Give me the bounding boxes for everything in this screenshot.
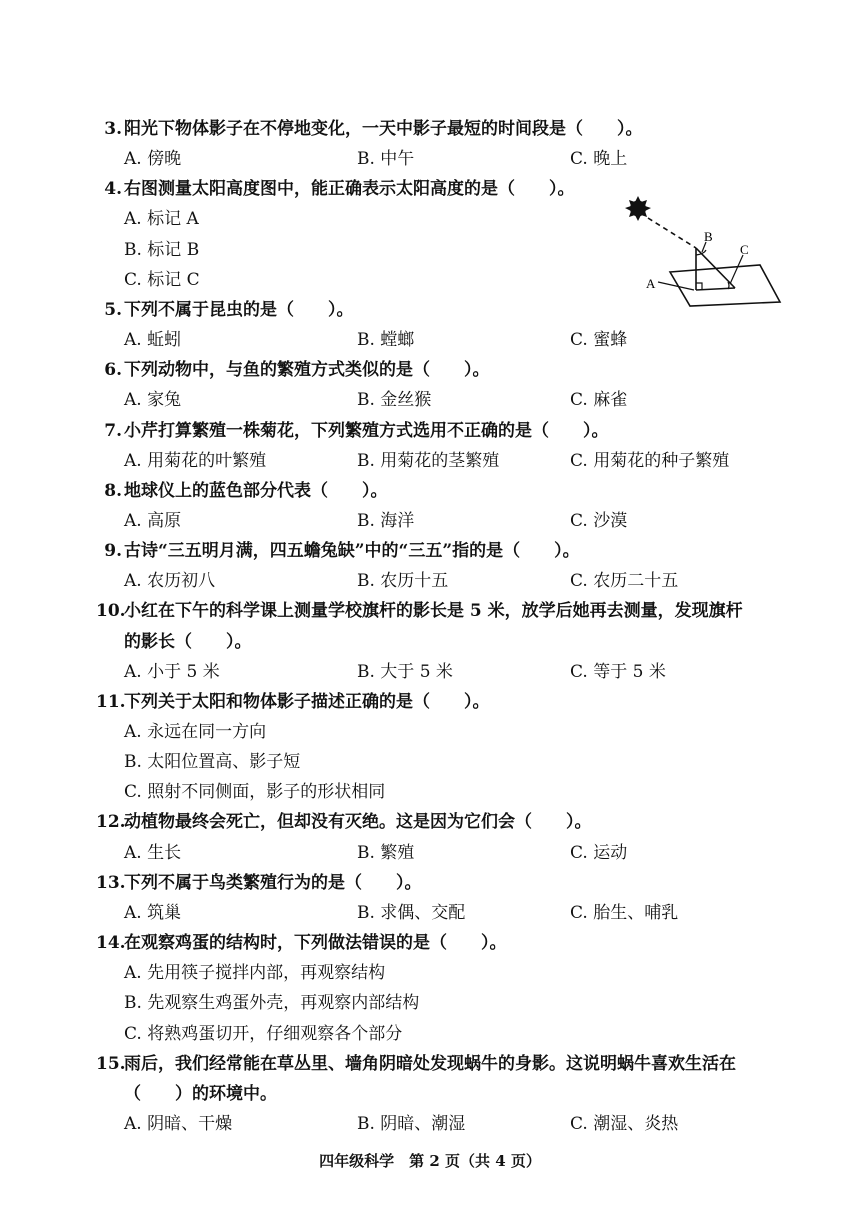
question-text: 小红在下午的科学课上测量学校旗杆的影长是 5 米，放学后她再去测量，发现旗杆 bbox=[124, 601, 743, 622]
question-text: （ ）的环境中。 bbox=[124, 1083, 277, 1104]
answer-option: A. 高原 bbox=[124, 510, 182, 531]
answer-option: A. 农历初八 bbox=[124, 571, 216, 592]
question-number: 4. bbox=[104, 179, 122, 200]
answer-option: B. 农历十五 bbox=[357, 571, 449, 592]
answer-option: A. 傍晚 bbox=[124, 149, 182, 170]
answer-option: C. 麻雀 bbox=[570, 390, 628, 411]
answer-option: C. 运动 bbox=[570, 842, 628, 863]
answer-option: B. 螳螂 bbox=[357, 330, 415, 351]
answer-option: A. 筑巢 bbox=[124, 902, 182, 923]
answer-option: A. 标记 A bbox=[124, 209, 199, 230]
answer-option: B. 求偶、交配 bbox=[357, 902, 466, 923]
answer-option: C. 农历二十五 bbox=[570, 571, 679, 592]
answer-option: B. 太阳位置高、影子短 bbox=[124, 752, 301, 773]
answer-option: C. 将熟鸡蛋切开，仔细观察各个部分 bbox=[124, 1023, 403, 1044]
sun-ray-line bbox=[648, 218, 696, 248]
page-footer: 四年级科学 第 2 页（共 4 页） bbox=[319, 1152, 541, 1170]
question-text: 古诗“三五明月满，四五蟾兔缺”中的“三五”指的是（ ）。 bbox=[124, 541, 580, 562]
ground-plane bbox=[670, 265, 780, 306]
question-text: 的影长（ ）。 bbox=[124, 631, 252, 652]
answer-option: A. 生长 bbox=[124, 842, 182, 863]
question-text: 阳光下物体影子在不停地变化，一天中影子最短的时间段是（ ）。 bbox=[124, 119, 643, 139]
answer-option: B. 用菊花的茎繁殖 bbox=[357, 450, 500, 471]
answer-option: C. 胎生、哺乳 bbox=[570, 902, 679, 923]
sun-icon bbox=[625, 196, 651, 221]
question-number: 5. bbox=[104, 299, 122, 320]
question-number: 13. bbox=[96, 872, 126, 893]
question-number: 15. bbox=[96, 1053, 126, 1074]
answer-option: B. 繁殖 bbox=[357, 842, 415, 863]
answer-option: A. 蚯蚓 bbox=[124, 330, 182, 351]
answer-option: B. 中午 bbox=[357, 149, 415, 170]
question-text: 下列不属于鸟类繁殖行为的是（ ）。 bbox=[124, 872, 422, 893]
answer-option: A. 小于 5 米 bbox=[124, 661, 220, 682]
question-number: 9. bbox=[104, 541, 122, 562]
sun-height-diagram bbox=[620, 192, 790, 312]
answer-option: C. 沙漠 bbox=[570, 510, 628, 531]
answer-option: B. 海洋 bbox=[357, 510, 415, 531]
answer-option: A. 用菊花的叶繁殖 bbox=[124, 450, 267, 471]
question-text: 下列关于太阳和物体影子描述正确的是（ ）。 bbox=[124, 691, 490, 712]
question-text: 下列动物中，与鱼的繁殖方式类似的是（ ）。 bbox=[124, 360, 490, 381]
question-number: 7. bbox=[104, 420, 122, 441]
label-a: A bbox=[646, 276, 656, 291]
answer-option: B. 大于 5 米 bbox=[357, 661, 453, 682]
answer-option: B. 金丝猴 bbox=[357, 390, 432, 411]
answer-option: C. 照射不同侧面，影子的形状相同 bbox=[124, 782, 386, 803]
answer-option: C. 标记 C bbox=[124, 269, 200, 290]
label-b: B bbox=[704, 229, 713, 244]
answer-option: C. 晚上 bbox=[570, 149, 628, 170]
question-text: 小芹打算繁殖一株菊花，下列繁殖方式选用不正确的是（ ）。 bbox=[124, 420, 609, 441]
answer-option: C. 蜜蜂 bbox=[570, 330, 628, 351]
question-number: 14. bbox=[96, 933, 126, 954]
question-number: 12. bbox=[96, 812, 126, 833]
question-number: 6. bbox=[104, 360, 122, 381]
question-number: 11. bbox=[96, 691, 126, 712]
answer-option: A. 阴暗、干燥 bbox=[124, 1113, 233, 1134]
label-c: C bbox=[740, 242, 749, 257]
question-number: 10. bbox=[96, 601, 126, 622]
question-number: 3. bbox=[104, 119, 122, 139]
answer-option: A. 家兔 bbox=[124, 390, 182, 411]
answer-option: B. 先观察生鸡蛋外壳，再观察内部结构 bbox=[124, 993, 420, 1014]
question-text: 雨后，我们经常能在草丛里、墙角阴暗处发现蜗牛的身影。这说明蜗牛喜欢生活在 bbox=[124, 1053, 736, 1074]
answer-option: C. 潮湿、炎热 bbox=[570, 1113, 679, 1134]
question-text: 在观察鸡蛋的结构时，下列做法错误的是（ ）。 bbox=[124, 933, 507, 954]
question-text: 下列不属于昆虫的是（ ）。 bbox=[124, 299, 354, 320]
question-text: 右图测量太阳高度图中，能正确表示太阳高度的是（ ）。 bbox=[124, 179, 575, 200]
answer-option: C. 用菊花的种子繁殖 bbox=[570, 450, 730, 471]
answer-option: A. 永远在同一方向 bbox=[124, 722, 267, 742]
question-text: 动植物最终会死亡，但却没有灭绝。这是因为它们会（ ）。 bbox=[124, 812, 592, 833]
answer-option: B. 阴暗、潮湿 bbox=[357, 1113, 466, 1134]
answer-option: C. 等于 5 米 bbox=[570, 661, 666, 682]
question-number: 8. bbox=[104, 480, 122, 501]
question-text: 地球仪上的蓝色部分代表（ ）。 bbox=[124, 480, 388, 501]
answer-option: B. 标记 B bbox=[124, 239, 200, 260]
answer-option: A. 先用筷子搅拌内部，再观察结构 bbox=[124, 963, 386, 984]
